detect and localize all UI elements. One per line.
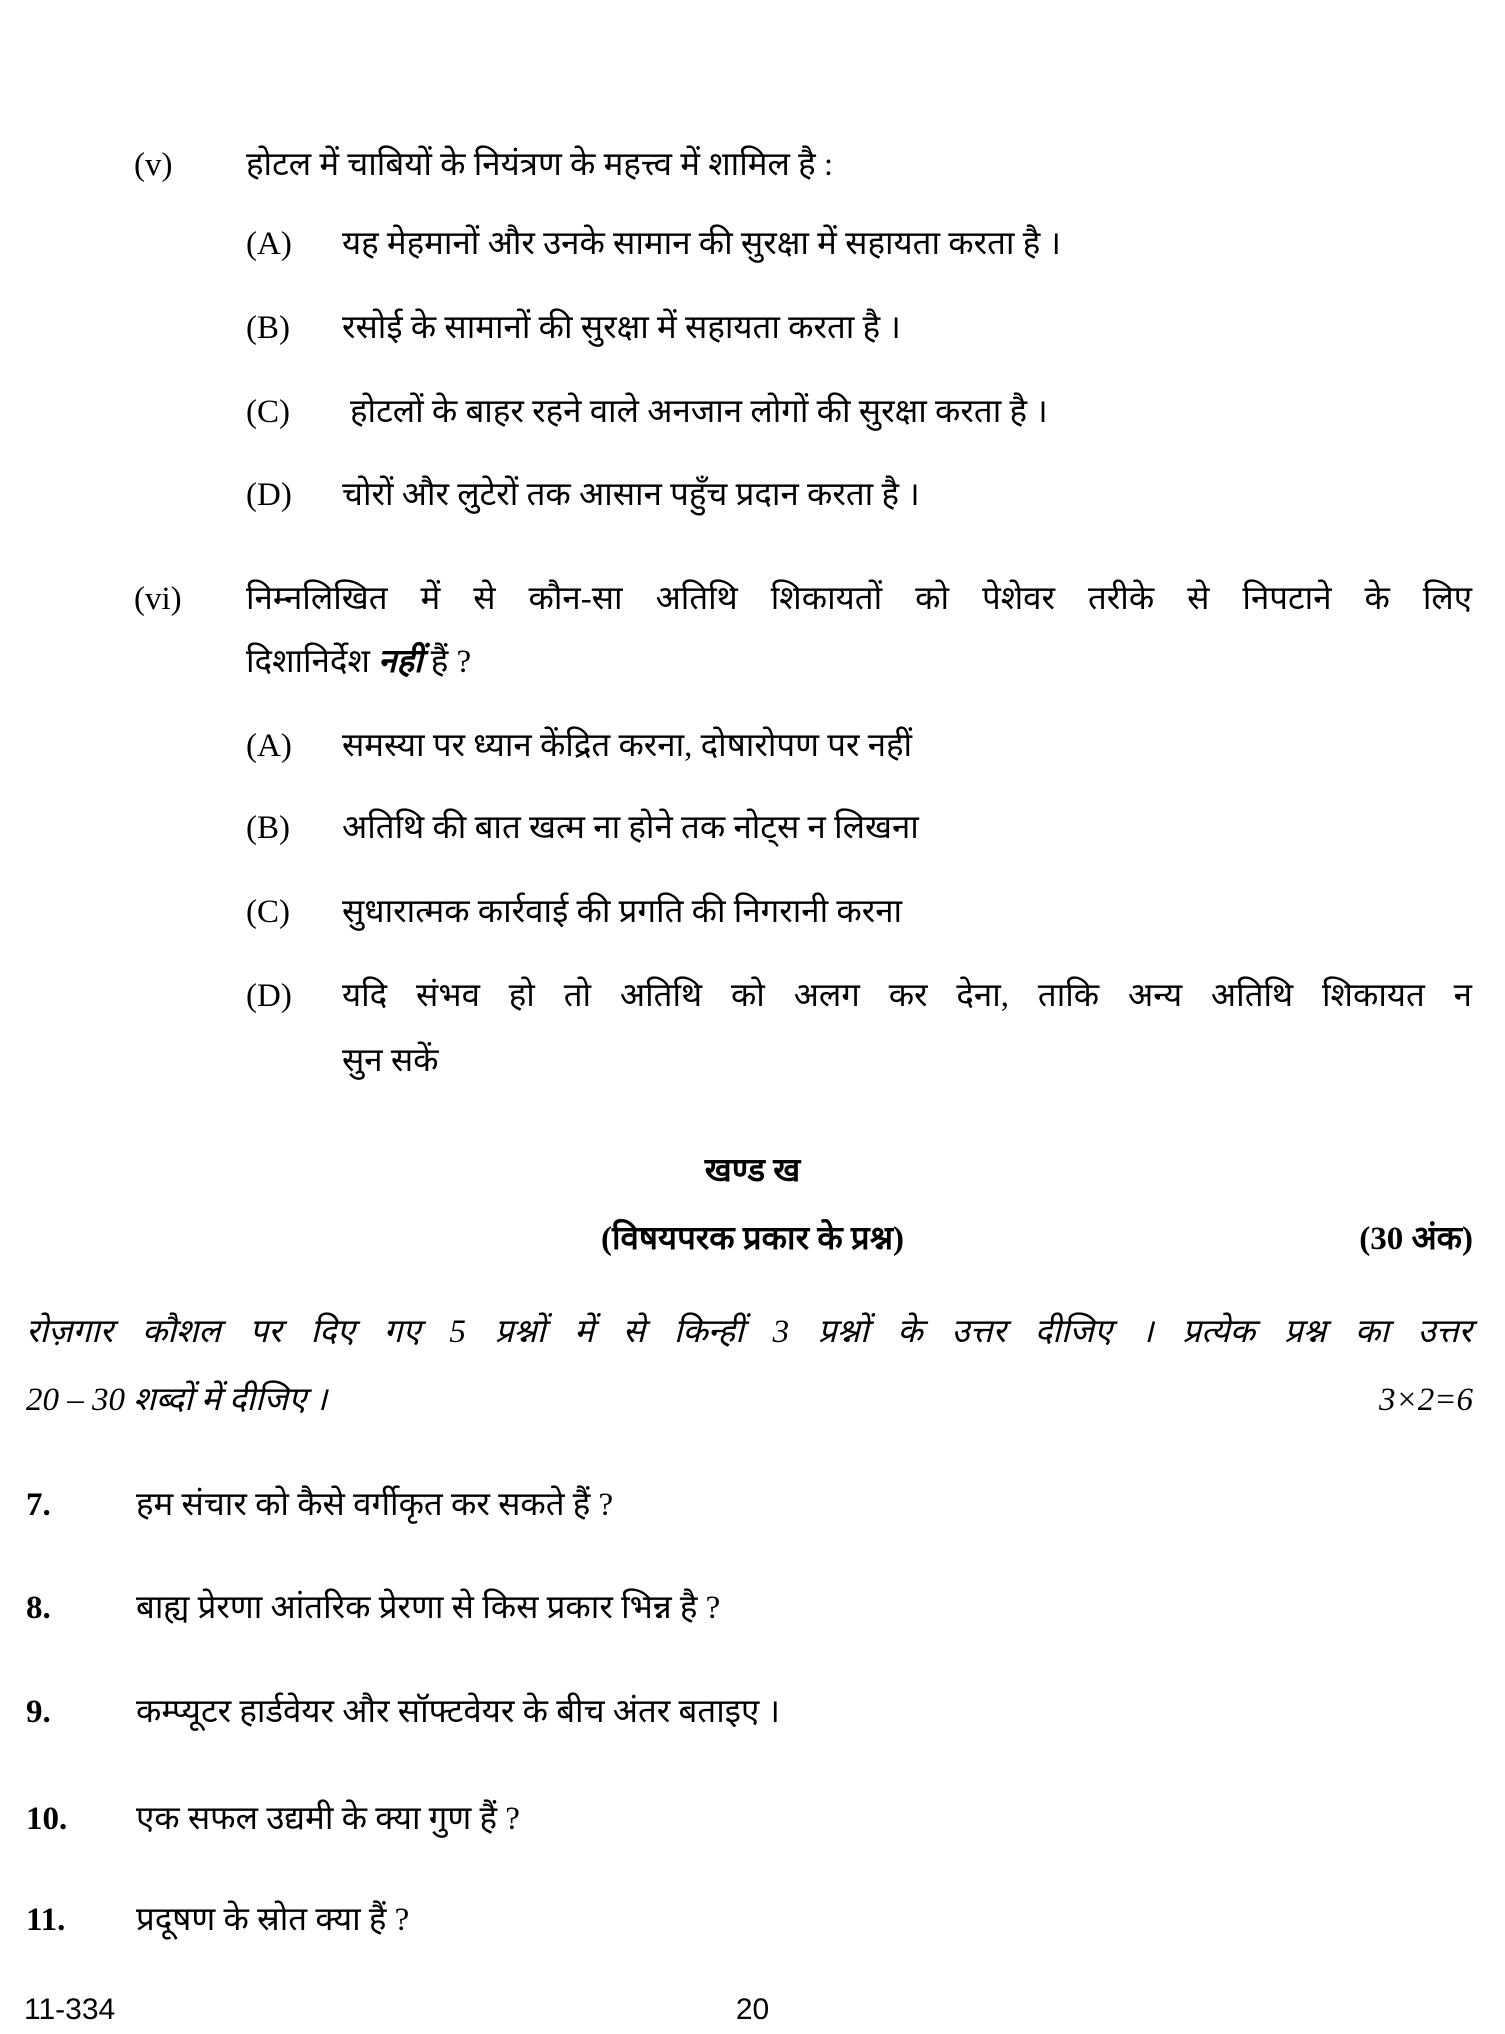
question-number: 7. — [26, 1487, 51, 1523]
question-number: 9. — [26, 1694, 51, 1730]
section-subtitle: (विषयपरक प्रकार के प्रश्न) — [600, 1221, 905, 1257]
option-text: चोरों और लुटेरों तक आसान पहुँच प्रदान करता है । — [342, 477, 920, 513]
option-label: (C) — [246, 394, 290, 430]
question-text: हम संचार को कैसे वर्गीकृत कर सकते हैं ? — [136, 1487, 614, 1523]
question-number: 11. — [26, 1902, 66, 1938]
text: दिशानिर्देश — [246, 644, 370, 680]
question-text: होटल में चाबियों के नियंत्रण के महत्त्व में शामिल है : — [246, 147, 834, 183]
question-text: प्रदूषण के स्रोत क्या हैं ? — [136, 1902, 410, 1938]
section-marks: (30 अंक) — [1359, 1221, 1473, 1257]
option-text: यदि संभव हो तो अतिथि को अलग कर देना, ताकि अन्य अतिथि शिकायत न — [342, 978, 1472, 1014]
instruction-line2: 20 – 30 शब्दों में दीजिए । — [26, 1382, 328, 1418]
option-label: (A) — [246, 728, 292, 764]
marks-formula: 3×2=6 — [1378, 1382, 1473, 1418]
question-text: बाह्य प्रेरणा आंतरिक प्रेरणा से किस प्रकार भिन्न है ? — [136, 1590, 721, 1626]
option-label: (B) — [246, 810, 290, 846]
option-label: (A) — [246, 226, 292, 262]
section-title: खण्ड ख — [704, 1153, 801, 1189]
question-number: 10. — [26, 1801, 68, 1837]
instruction-line1: रोज़गार कौशल पर दिए गए 5 प्रश्नों में से किन्हीं 3 प्रश्नों के उत्तर दीजिए । प्रत्येक प्रश्न का उत्तर — [26, 1314, 1472, 1350]
option-label: (B) — [246, 310, 290, 346]
option-text: यह मेहमानों और उनके सामान की सुरक्षा में सहायता करता है । — [342, 226, 1062, 262]
option-text-continued: सुन सकें — [342, 1043, 439, 1079]
question-number: 8. — [26, 1590, 51, 1626]
question-text: निम्नलिखित में से कौन-सा अतिथि शिकायतों को पेशेवर तरीके से निपटाने के लिए — [246, 581, 1472, 617]
option-text: होटलों के बाहर रहने वाले अनजान लोगों की सुरक्षा करता है । — [350, 394, 1048, 430]
question-number: (vi) — [134, 581, 182, 617]
question-text: एक सफल उद्यमी के क्या गुण हैं ? — [136, 1801, 520, 1837]
option-label: (D) — [246, 477, 292, 513]
option-text: अतिथि की बात खत्म ना होने तक नोट्स न लिखना — [342, 810, 919, 846]
question-number: (v) — [134, 147, 173, 183]
option-label: (C) — [246, 894, 290, 930]
option-text: सुधारात्मक कार्रवाई की प्रगति की निगरानी करना — [342, 894, 903, 930]
text: हैं ? — [430, 644, 472, 680]
option-text: रसोई के सामानों की सुरक्षा में सहायता करता है । — [342, 310, 901, 346]
emphasis-not: नहीं — [378, 644, 423, 680]
question-text-line2 — [246, 640, 471, 684]
question-text: कम्प्यूटर हार्डवेयर और सॉफ्टवेयर के बीच अंतर बताइए । — [136, 1694, 780, 1730]
option-text: समस्या पर ध्यान केंद्रित करना, दोषारोपण पर नहीं — [342, 728, 913, 764]
option-label: (D) — [246, 978, 292, 1014]
paper-code: 11-334 — [24, 1993, 116, 2026]
page-number: 20 — [735, 1993, 770, 2026]
